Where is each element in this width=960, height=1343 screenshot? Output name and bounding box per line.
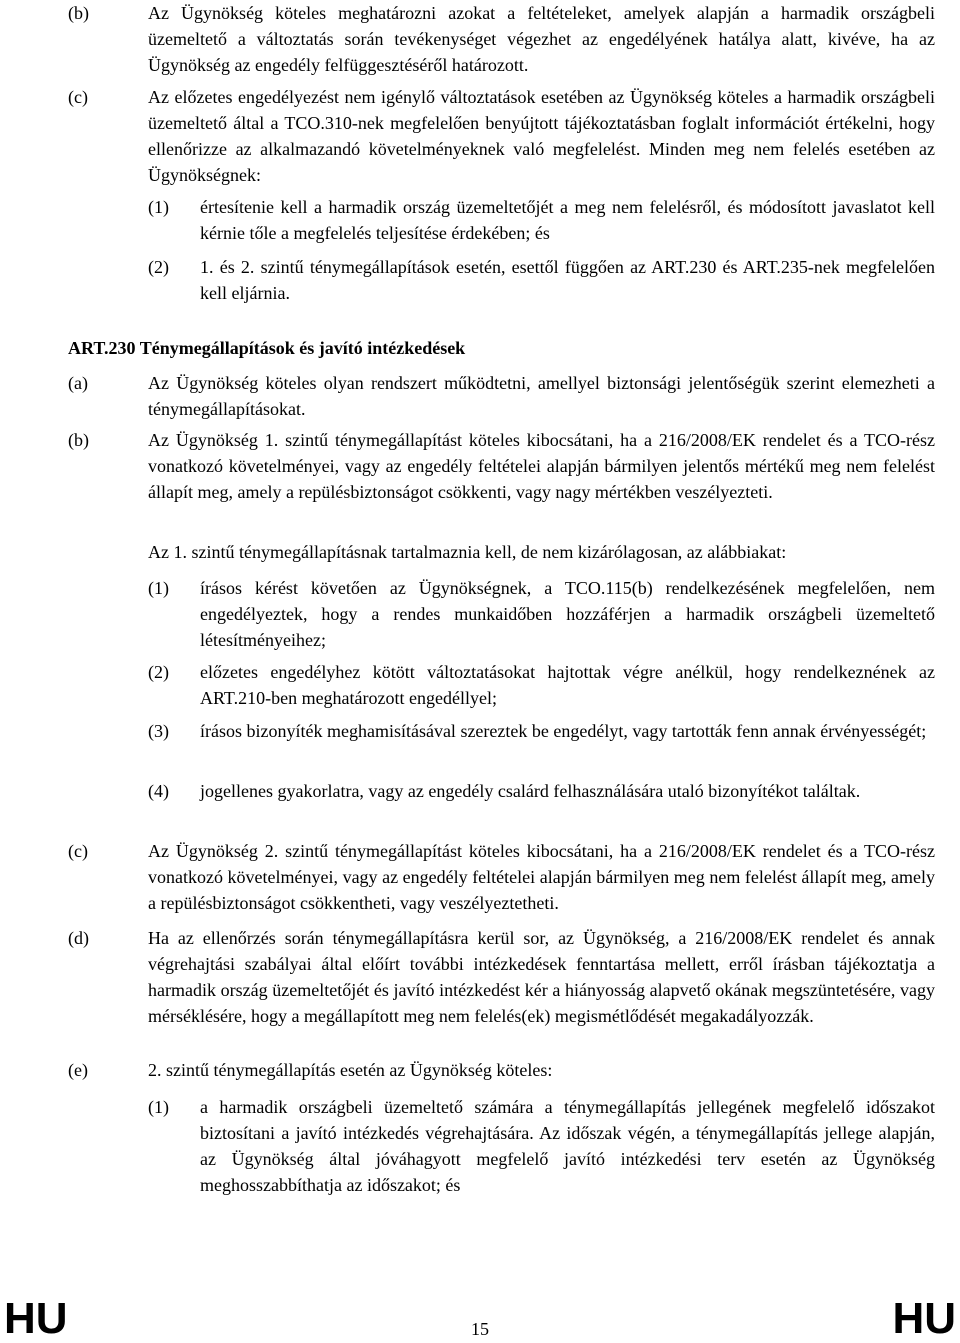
item-text: Ha az ellenőrzés során ténymegállapításra kerül sor, az Ügynökség, a 216/2008/EK rendelet és annak végrehajtási szabályai által előírt további intézkedések fenntartása mellett, erről írásban tájékoztatja a harmadik ország üzemeltetőjét és javító intézkedést kér a hiányosság alapvető okának megszüntetésére, vagy mérséklésére, hogy a megállapított meg nem felelés(ek) megismétlődését megakadályozzák. [148,928,935,1026]
subitem-text: jogellenes gyakorlatra, vagy az engedély csalárd felhasználására utaló bizonyítékot találtak. [200,781,861,801]
subitem-text: a harmadik országbeli üzemeltető számára a ténymegállapítás jellegének megfelelő időszakot biztosítani a javító intézkedés végrehajtására. Az időszak végén, a ténymegállapítás jellege alapján, az Ügynökség által jóváhagyott megfelelő javító intézkedési terv esetén az Ügynökség meghosszabbíthatja az időszakot; és [200,1097,935,1195]
subitem-label: (3) [148,721,169,741]
page-number: 15 [471,1319,489,1339]
item-label: (d) [68,928,89,948]
subitem-text: írásos kérést követően az Ügynökségnek, a TCO.115(b) rendelkezésének megfelelően, nem engedélyeztek, hogy a rendes munkaidőben hozzáférjen a harmadik országbeli üzemeltető létesítményeihez; [200,578,935,650]
footer-language-right: HU [892,1294,956,1343]
subitem-label: (1) [148,578,169,598]
subitem-label: (1) [148,197,169,217]
subitem-label: (2) [148,257,169,277]
item-label: (c) [68,87,88,107]
footer-language-left: HU [4,1294,68,1343]
item-label: (e) [68,1060,88,1080]
item-label: (c) [68,841,88,861]
item-text: Az előzetes engedélyezést nem igénylő változtatások esetében az Ügynökség köteles a harmadik országbeli üzemeltető által a TCO.310-nek megfelelően benyújtott tájékoztatásban foglalt információt értékelni, hogy ellenőrizze az alkalmazandó követelményeknek való megfelelést. Minden meg nem felelés esetében az Ügynökségnek: [148,87,935,185]
subitem-text: előzetes engedélyhez kötött változtatásokat hajtottak végre anélkül, hogy rendelkeznének az ART.210-ben meghatározott engedéllyel; [200,662,935,708]
section-heading: ART.230 Ténymegállapítások és javító intézkedések [68,338,466,358]
item-text: Az Ügynökség 1. szintű ténymegállapítást köteles kibocsátani, ha a 216/2008/EK rendelet és a TCO-rész vonatkozó követelményei, vagy az engedély feltételei alapján bármilyen jelentős mértékű meg nem felelést állapít meg, amely a repülésbiztonságot csökkenti, vagy nagy mértékben veszélyezteti. [148,430,935,502]
subitem-text: értesítenie kell a harmadik ország üzemeltetőjét a meg nem felelésről, és módosított javaslatot kell kérnie tőle a megfelelés teljesítése érdekében; és [200,197,935,243]
item-text: Az Ügynökség 2. szintű ténymegállapítást köteles kibocsátani, ha a 216/2008/EK rendelet és a TCO-rész vonatkozó követelményei, vagy az engedély feltételei alapján bármilyen meg nem felelést állapít meg, amely a repülésbiztonságot csökkentheti, vagy veszélyeztetheti. [148,841,935,913]
item-text: Az Ügynökség köteles olyan rendszert működtetni, amellyel biztonsági jelentőségük szerint elemezheti a ténymegállapításokat. [148,373,935,419]
subitem-label: (1) [148,1097,169,1117]
item-text: 2. szintű ténymegállapítás esetén az Ügynökség köteles: [148,1060,553,1080]
item-label: (b) [68,3,89,23]
subitem-label: (4) [148,781,169,801]
item-text: Az Ügynökség köteles meghatározni azokat a feltételeket, amelyek alapján a harmadik országbeli üzemeltető a változtatás során tevékenységet végezhet az engedélyének hatálya alatt, kivéve, ha az Ügynökség az engedély felfüggesztéséről határozott. [148,3,935,75]
subitem-text: 1. és 2. szintű ténymegállapítások esetén, esettől függően az ART.230 és ART.235-nek megfelelően kell eljárnia. [200,257,935,303]
subitem-label: (2) [148,662,169,682]
subitem-text: írásos bizonyíték meghamisításával szereztek be engedélyt, vagy tartották fenn annak érvényességét; [200,721,927,741]
item-label: (a) [68,373,88,393]
item-text: Az 1. szintű ténymegállapításnak tartalmaznia kell, de nem kizárólagosan, az alábbiakat: [148,542,787,562]
item-label: (b) [68,430,89,450]
